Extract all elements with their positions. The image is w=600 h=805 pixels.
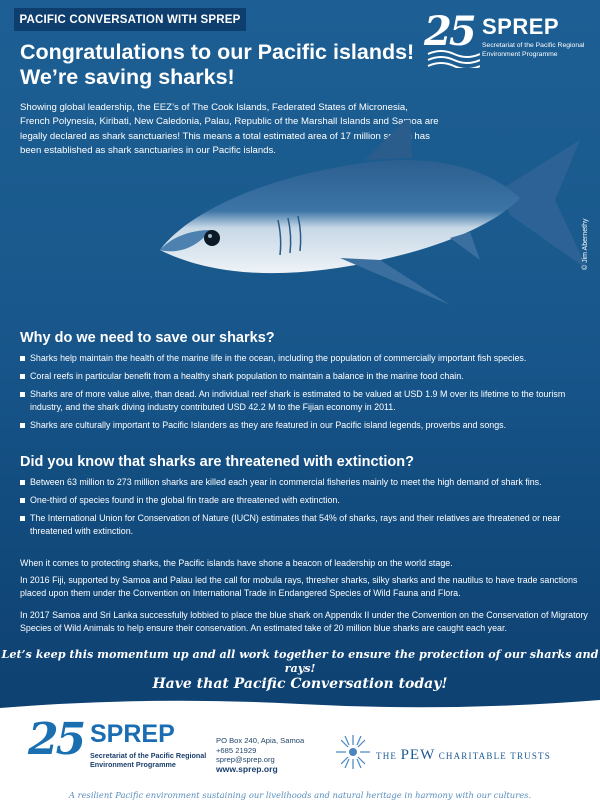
title-line-1: Congratulations to our Pacific islands!	[20, 40, 415, 64]
footer	[0, 708, 600, 805]
paragraph: In 2016 Fiji, supported by Samoa and Palau led the call for mobula rays, thresher sharks, silky sharks and the nautilus to have trade sanctions placed upon them under the Convention on International Trade in Endangered Species of Wild Fauna and Flora.	[20, 575, 578, 598]
list-item: Between 63 million to 273 million sharks are killed each year in commercial fisheries mainly to meet the high demand of shark fins.	[20, 476, 586, 489]
wave-icon	[426, 50, 480, 68]
logo-subtitle: Secretariat of the Pacific Regional Environment Programme	[482, 42, 585, 58]
pew-name: PEW	[400, 747, 436, 763]
list-item: One-third of species found in the global fin trade are threatened with extinction.	[20, 494, 586, 507]
wave-divider	[0, 696, 600, 710]
email-link[interactable]: sprep@sprep.org	[216, 755, 275, 765]
pew-wordmark	[376, 747, 551, 764]
page-title	[20, 40, 420, 90]
section-heading-why: Why do we need to save our sharks?	[20, 330, 275, 346]
list-item: Sharks are of more value alive, than dead. An individual reef shark is estimated to be valued at USD 1.9 M over its lifetime to the tourism industry, and the shark diving industry contributed USD 42.2 M to the Fijian economy in 2011.	[20, 388, 586, 413]
blue-shark-image	[150, 120, 590, 320]
why-list	[20, 352, 586, 437]
pew-logo	[334, 733, 594, 773]
threatened-list	[20, 476, 586, 543]
pew-sun-icon	[334, 733, 372, 771]
footer-tagline: A resilient Pacific environment sustaining our livelihoods and natural heritage in harmony with our cultures.	[68, 790, 532, 800]
sprep-logo-footer	[28, 714, 218, 778]
intro-text: Showing global leadership, the EEZ’s of The Cook Islands, Federated States of Micronesia, French Polynesia, Kiribati, New Caledonia, Palau, Republic of the Marshall Islands and Samoa are legally declared as shark sanctuaries! This means a total estimated area of 17 million sq. km has been established as shark sanctuaries in our Pacific islands.	[20, 102, 439, 157]
list-item: Coral reefs in particular benefit from a healthy shark population to maintain a balance in the marine food chain.	[20, 370, 586, 383]
photo-credit: © Jim Abernethy	[582, 218, 589, 270]
callout-momentum: Let’s keep this momentum up and all work together to ensure the protection of our sharks and rays!	[1, 647, 599, 675]
list-item: Sharks are culturally important to Pacific Islanders as they are featured in our Pacific island legends, proverbs and songs.	[20, 419, 586, 432]
footer-logo-name: SPREP	[90, 720, 175, 748]
footer-logo-subtitle: Secretariat of the Pacific Regional Environment Programme	[90, 751, 207, 769]
footer-logo-number: 25	[28, 714, 84, 765]
logo-name: SPREP	[482, 14, 560, 39]
paragraph: When it comes to protecting sharks, the Pacific islands have shone a beacon of leadership on the world stage.	[20, 558, 453, 568]
title-line-2: We’re saving sharks!	[20, 65, 235, 89]
sprep-logo-top	[424, 10, 594, 68]
list-item: The International Union for Conservation of Nature (IUCN) estimates that 54% of sharks, rays and their relatives are threatened or near threatened with extinction.	[20, 512, 586, 537]
logo-number: 25	[424, 8, 474, 55]
callout-conversation: Have that Pacific Conversation today!	[152, 676, 448, 692]
list-item: Sharks help maintain the health of the marine life in the ocean, including the population of commercially important fish species.	[20, 352, 586, 365]
address: PO Box 240, Apia, Samoa	[216, 736, 305, 745]
header-badge: PACIFIC CONVERSATION WITH SPREP	[14, 8, 246, 31]
contact-block	[216, 736, 304, 774]
pew-suffix: CHARITABLE TRUSTS	[438, 751, 551, 761]
pew-prefix: THE	[376, 751, 398, 761]
phone: +685 21929	[216, 745, 257, 755]
website-link[interactable]: www.sprep.org	[216, 763, 278, 774]
paragraph: In 2017 Samoa and Sri Lanka successfully lobbied to place the blue shark on Appendix II under the Convention on the Conservation of Migratory Species of Wild Animals to help ensure their conservation. An estimated take of 20 million blue sharks are caught each year.	[20, 610, 588, 633]
section-heading-threatened: Did you know that sharks are threatened with extinction?	[20, 454, 414, 470]
